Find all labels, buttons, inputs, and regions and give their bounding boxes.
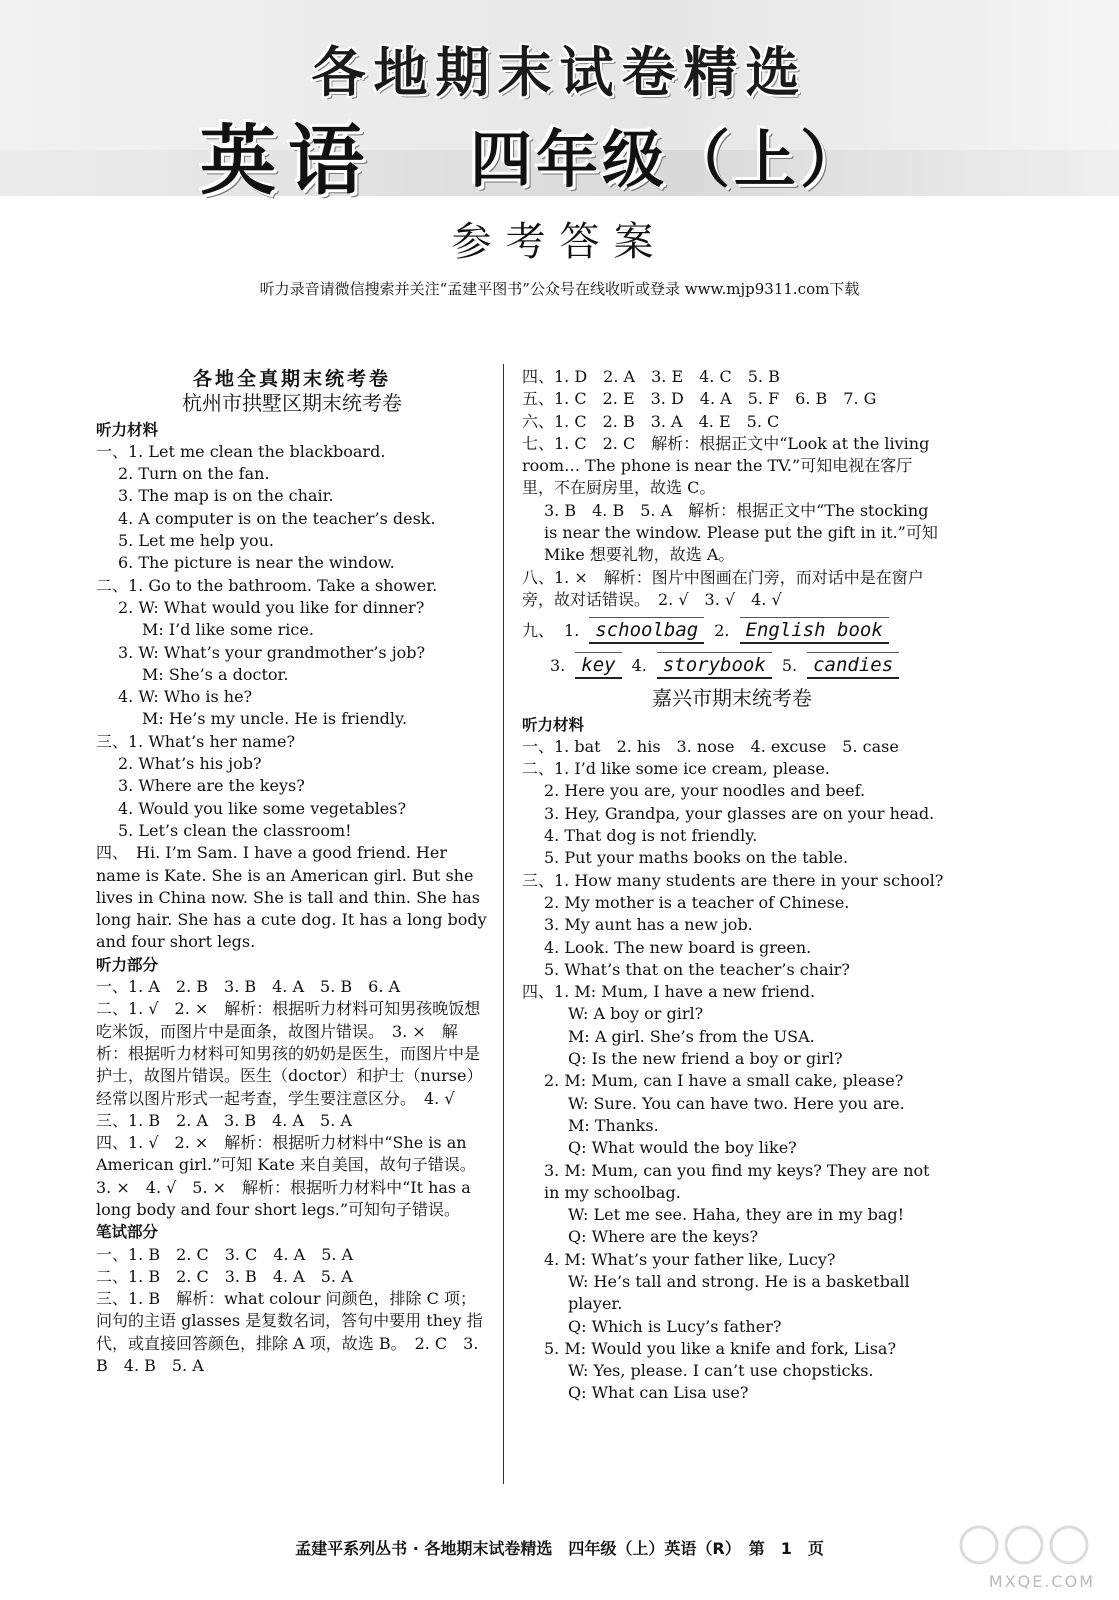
- answer-line: 三、1. How many students are there in your school?: [522, 870, 944, 890]
- answer-line: 5. Let’s clean the classroom!: [118, 820, 352, 840]
- answer-line: 4. W: Who is he?: [118, 687, 253, 707]
- answer-line: 5. What’s that on the teacher’s chair?: [544, 959, 850, 979]
- answer-line: 3. The map is on the chair.: [118, 486, 334, 506]
- answer-line: 5. Put your maths books on the table.: [544, 848, 849, 868]
- answer-line: 3. Hey, Grandpa, your glasses are on your head.: [544, 803, 935, 823]
- answer-line: 三、1. B 2. A 3. B 4. A 5. A: [96, 1110, 352, 1130]
- blank-number: 3.: [550, 656, 566, 676]
- handwritten-answer: schoolbag: [589, 617, 704, 644]
- answer-line: 四、1. D 2. A 3. E 4. C 5. B: [522, 367, 780, 386]
- answer-line: 三、1. What’s her name?: [96, 731, 296, 751]
- listening-part-heading: 听力部分: [96, 955, 159, 974]
- answer-line: M: A girl. She’s from the USA.: [568, 1026, 815, 1046]
- answer-line: Q: Where are the keys?: [568, 1227, 759, 1247]
- answer-line: 4. Would you like some vegetables?: [118, 798, 407, 818]
- answer-line: 一、1. Let me clean the blackboard.: [96, 441, 386, 461]
- handwritten-row-1: [522, 617, 942, 644]
- listening-material-heading: 听力材料: [96, 420, 159, 439]
- answer-line: 四、1. M: Mum, I have a new friend.: [522, 982, 816, 1002]
- answer-line: 3. B 4. B 5. A 解析：根据正文中“The stocking is near the window. Please put the gift in it.”可知 Mike 想要礼物，故选 A。: [544, 500, 938, 565]
- section-title: 各地全真期末统考卷: [192, 368, 391, 390]
- answer-line: 三、1. B 解析：what colour 问颜色，排除 C 项；问句的主语 glasses 是复数名词，答句中要用 they 指代，或直接回答颜色，排除 A 项，故选 B。 2. C 3. B 4. B 5. A: [96, 1289, 483, 1376]
- answer-line: 二、1. I’d like some ice cream, please.: [522, 759, 830, 779]
- right-column: [522, 366, 942, 1405]
- answer-line: 2. Turn on the fan.: [118, 464, 270, 484]
- answer-line: Q: What would the boy like?: [568, 1138, 797, 1158]
- answer-line: 五、1. C 2. E 3. D 4. A 5. F 6. B 7. G: [522, 389, 877, 409]
- handwritten-answer: English book: [740, 617, 889, 644]
- answer-line: 3. M: Mum, can you find my keys? They are not in my schoolbag.: [544, 1160, 930, 1202]
- answer-line: 八、1. × 解析：图片中图画在门旁，而对话中是在窗户旁，故对话错误。 2. √ 3. √ 4. √: [522, 567, 924, 609]
- answer-line: W: Let me see. Haha, they are in my bag!: [568, 1205, 905, 1225]
- handwritten-answer: key: [575, 652, 621, 679]
- answer-line: 3. Where are the keys?: [118, 776, 305, 796]
- answer-line: 二、1. B 2. C 3. B 4. A 5. A: [96, 1266, 353, 1286]
- answer-line: W: A boy or girl?: [568, 1004, 704, 1024]
- answer-key-title: 参考答案: [451, 219, 668, 265]
- subject-title: 英语: [200, 116, 376, 205]
- handwritten-answer: candies: [807, 652, 899, 679]
- exam-title-jiaxing: 嘉兴市期末统考卷: [652, 686, 812, 711]
- blank-number: 1.: [564, 621, 580, 641]
- handwritten-answer: storybook: [657, 652, 772, 679]
- handwritten-row-2: [522, 652, 942, 679]
- answer-line: 3. My aunt has a new job.: [544, 915, 753, 935]
- answer-line: W: Yes, please. I can’t use chopsticks.: [568, 1361, 874, 1381]
- series-title: 各地期末试卷精选: [311, 41, 808, 104]
- answer-line: Q: What can Lisa use?: [568, 1383, 749, 1403]
- listening-material-lines: [96, 441, 488, 842]
- download-notice: 听力录音请微信搜索并关注“孟建平图书”公众号在线收听或登录 www.mjp9311.com下载: [259, 280, 860, 298]
- answer-line: 2. My mother is a teacher of Chinese.: [544, 892, 850, 912]
- listening-material-heading: 听力材料: [522, 715, 585, 734]
- answer-line: Q: Is the new friend a boy or girl?: [568, 1049, 843, 1069]
- answer-line: 4. That dog is not friendly.: [544, 826, 758, 846]
- listening-passage: 四、 Hi. I’m Sam. I have a good friend. Her name is Kate. She is an American girl. But she lives in China now. She is tall and thin. She has long hair. She has a cute dog. It has a long body and four short legs.: [96, 843, 487, 952]
- answer-line: 5. Let me help you.: [118, 531, 274, 551]
- column-divider: [503, 364, 504, 1484]
- answer-line: 4. Look. The new board is green.: [544, 937, 812, 957]
- answer-line: 一、1. B 2. C 3. C 4. A 5. A: [96, 1244, 354, 1264]
- answer-line: W: He’s tall and strong. He is a basketball player.: [568, 1271, 910, 1314]
- answer-line: 二、1. √ 2. × 解析：根据听力材料可知男孩晚饭想吃米饭，而图片中是面条，故图片错误。 3. × 解析：根据听力材料可知男孩的奶奶是医生，而图片中是护士，故图片错误。医生（doctor）和护士（nurse）经常以图片形式一起考查，学生要注意区分。 4. √: [96, 999, 483, 1108]
- answer-line: 六、1. C 2. B 3. A 4. E 5. C: [522, 411, 780, 431]
- answer-line: 2. M: Mum, can I have a small cake, please?: [544, 1071, 904, 1091]
- answer-line: 6. The picture is near the window.: [118, 553, 395, 573]
- answer-line: 一、1. A 2. B 3. B 4. A 5. B 6. A: [96, 977, 401, 997]
- answer-line: 4. M: What’s your father like, Lucy?: [544, 1249, 836, 1269]
- answer-line: M: Thanks.: [568, 1115, 659, 1135]
- answer-line: 3. W: What’s your grandmother’s job?: [118, 642, 426, 662]
- answer-line: 七、1. C 2. C 解析：根据正文中“Look at the living room… The phone is near the TV.”可知电视在客厅里，不在厨房里，故选 C。: [522, 433, 930, 498]
- watermark-text: MXQE.COM: [988, 1572, 1095, 1591]
- answer-line: 一、1. bat 2. his 3. nose 4. excuse 5. case: [522, 736, 899, 756]
- grade-title: 四年级（上）: [470, 123, 867, 196]
- answer-line: M: She’s a doctor.: [142, 664, 289, 684]
- answer-line: M: I’d like some rice.: [142, 620, 314, 640]
- answer-line: 5. M: Would you like a knife and fork, Lisa?: [544, 1338, 897, 1358]
- exam-title-hangzhou: 杭州市拱墅区期末统考卷: [182, 391, 402, 416]
- answer-line: 2. What’s his job?: [118, 754, 262, 774]
- question-number: 九、: [522, 621, 555, 641]
- answer-line: 4. A computer is on the teacher’s desk.: [118, 508, 436, 528]
- blank-number: 5.: [781, 656, 798, 676]
- page-footer: 孟建平系列丛书 · 各地期末试卷精选 四年级（上）英语（R） 第 1 页: [295, 1539, 824, 1558]
- answer-line: 2. Here you are, your noodles and beef.: [544, 781, 866, 801]
- answer-line: 2. W: What would you like for dinner?: [118, 597, 425, 617]
- answer-line: 二、1. Go to the bathroom. Take a shower.: [96, 575, 438, 595]
- answer-line: M: He’s my uncle. He is friendly.: [142, 709, 408, 729]
- blank-number: 4.: [631, 656, 647, 676]
- answer-line: Q: Which is Lucy’s father?: [568, 1316, 782, 1336]
- blank-number: 2.: [714, 621, 730, 641]
- answer-line: 四、1. √ 2. × 解析：根据听力材料中“She is an American girl.”可知 Kate 来自美国，故句子错误。 3. × 4. √ 5. × 解析：根据听力材料中“It has a long body and four short legs.”可知句子错误。: [96, 1133, 484, 1219]
- left-column: [96, 366, 488, 1377]
- answer-line: W: Sure. You can have two. Here you are.: [568, 1093, 905, 1113]
- written-part-heading: 笔试部分: [96, 1223, 159, 1242]
